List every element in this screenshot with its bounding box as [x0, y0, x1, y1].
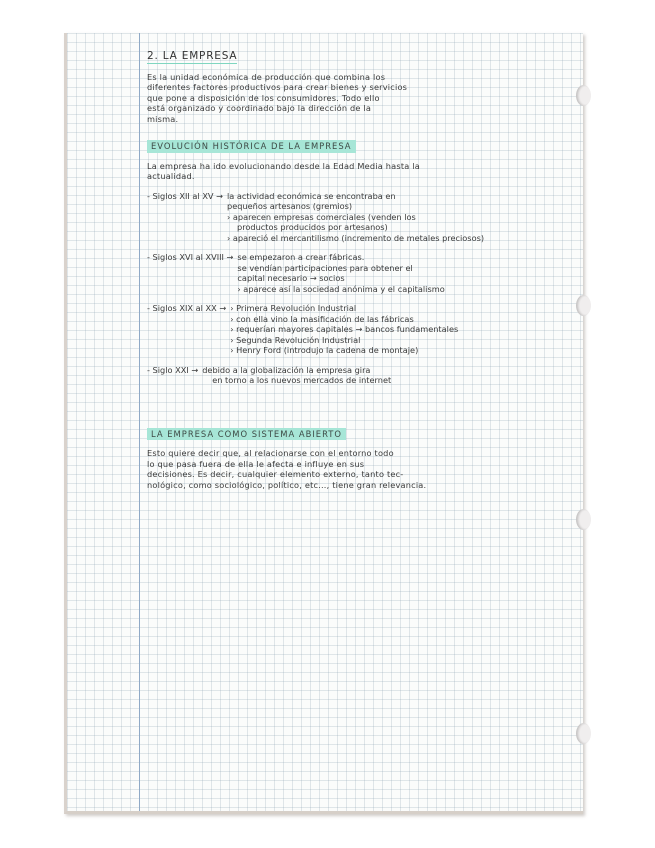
binder-hole — [576, 85, 591, 106]
period-items — [202, 365, 567, 386]
period-item: debido a la globalización la empresa gira — [202, 364, 371, 375]
period-item: productos producidos por artesanos) — [237, 222, 388, 232]
evolution-intro-line: actualidad. — [147, 171, 195, 181]
section-heading-evolution: EVOLUCIÓN HISTÓRICA DE LA EMPRESA — [147, 140, 356, 153]
period-item: se vendían participaciones para obtener el — [237, 262, 413, 273]
notebook-page — [64, 33, 583, 814]
period-item: en torno a los nuevos mercados de internet — [212, 375, 392, 385]
intro-paragraph — [147, 72, 567, 125]
open-system-line: Esto quiere decir que, al relacionarse con el entorno todo — [147, 448, 394, 458]
period-items — [230, 303, 567, 356]
open-system-line: decisiones. Es decir, cualquier elemento externo, tanto tec- — [147, 469, 404, 479]
binder-hole — [576, 723, 591, 744]
open-system-paragraph — [147, 448, 567, 490]
open-system-line: nológico, como sociológico, político, etc..., tiene gran relevancia. — [147, 479, 427, 490]
page-title: 2. LA EMPRESA — [147, 50, 238, 62]
period-items — [237, 252, 567, 294]
evolution-intro-line: La empresa ha ido evolucionando desde la Edad Media hasta la — [147, 160, 420, 171]
period-item: › apareció el mercantilismo (incremento de metales preciosos) — [227, 232, 485, 243]
evolution-intro — [147, 161, 567, 182]
period-xix-xx — [147, 303, 567, 356]
period-xii-xv — [147, 191, 567, 244]
period-item: › Henry Ford (introdujo la cadena de montaje) — [230, 345, 419, 355]
section-heading-open-system: LA EMPRESA COMO SISTEMA ABIERTO — [147, 428, 346, 441]
intro-line: que pone a disposición de los consumidores. Todo ello — [147, 92, 380, 103]
period-label: - Siglo XXI → — [147, 364, 199, 375]
period-xvi-xviii — [147, 252, 567, 294]
period-item: la actividad económica se encontraba en — [227, 190, 396, 201]
open-system-line: lo que pasa fuera de ella le afecta e influye en sus — [147, 458, 365, 469]
period-item: pequeños artesanos (gremios) — [227, 201, 353, 211]
margin-line — [139, 33, 140, 811]
period-item: › Primera Revolución Industrial — [230, 303, 357, 313]
binder-hole — [576, 509, 591, 530]
notes-content — [147, 51, 567, 490]
period-label: - Siglos XIX al XX → — [147, 303, 227, 313]
period-item: › requerían mayores capitales → bancos fundamentales — [230, 324, 459, 334]
period-item: › aparecen empresas comerciales (venden los — [227, 211, 416, 222]
period-item: › aparece así la sociedad anónima y el capitalismo — [237, 283, 445, 294]
intro-line: Es la unidad económica de producción que combina los — [147, 71, 386, 82]
period-xxi — [147, 365, 567, 386]
period-item: capital necesario → socios — [237, 273, 345, 283]
period-item: › Segunda Revolución Industrial — [230, 334, 361, 345]
period-items — [227, 191, 567, 244]
period-item: › con ella vino la masificación de las fábricas — [230, 313, 414, 324]
intro-line: misma. — [147, 113, 179, 124]
period-label: - Siglos XVI al XVIII → — [147, 252, 234, 262]
intro-line: diferentes factores productivos para crear bienes y servicios — [147, 82, 408, 92]
period-item: se empezaron a crear fábricas. — [237, 252, 365, 262]
intro-line: está organizado y coordinado bajo la dirección de la — [147, 103, 372, 113]
binder-hole — [576, 295, 591, 316]
period-label: - Siglos XII al XV → — [147, 190, 223, 201]
